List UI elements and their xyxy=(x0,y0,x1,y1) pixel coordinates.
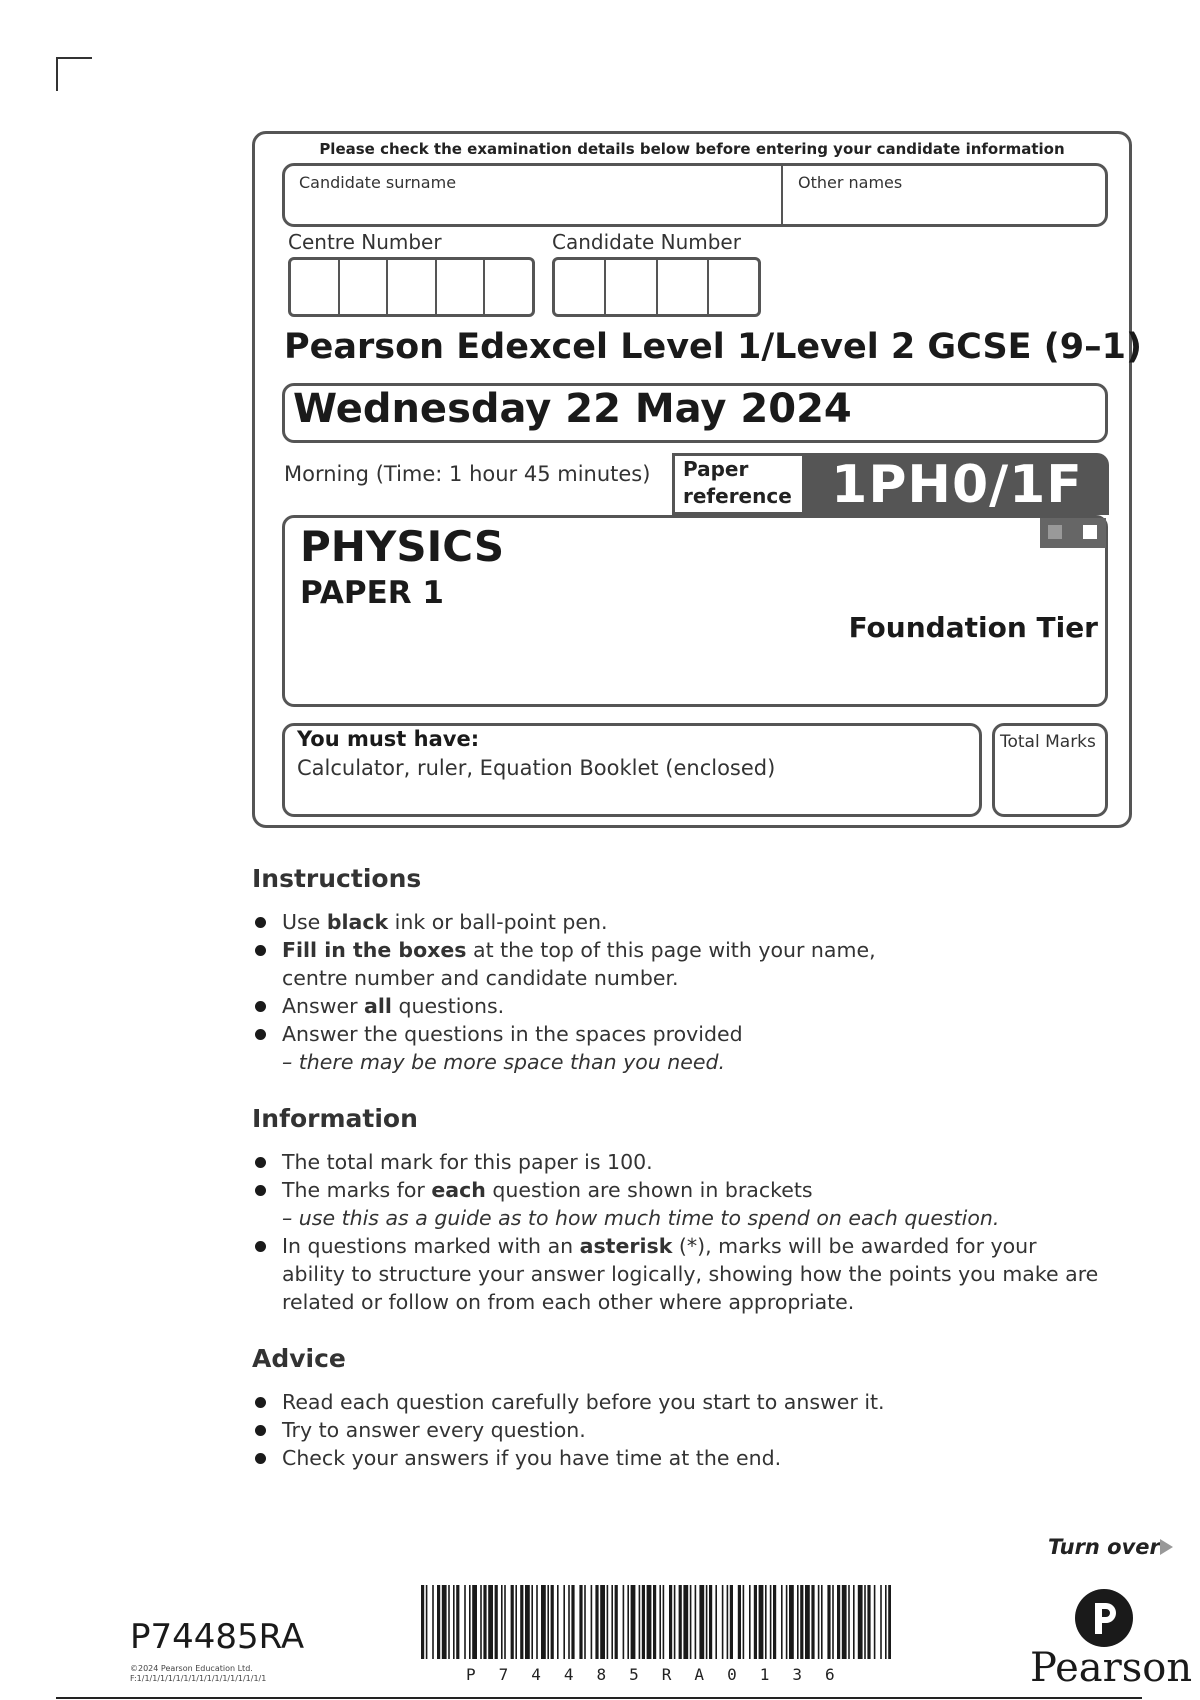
barcode-bar xyxy=(759,1585,764,1659)
barcode-bar xyxy=(789,1585,794,1659)
print-code-line: F:1/1/1/1/1/1/1/1/1/1/1/1/1/1/1/1/1 xyxy=(130,1674,267,1683)
barcode-bar xyxy=(674,1585,676,1659)
barcode-bar xyxy=(858,1585,863,1659)
corner-marker-square xyxy=(1048,525,1062,539)
barcode-bar xyxy=(781,1585,783,1659)
barcode-bar xyxy=(842,1585,847,1659)
barcode-bar xyxy=(800,1585,803,1659)
barcode-bar xyxy=(579,1585,582,1659)
barcode-bar xyxy=(453,1585,455,1659)
barcode-bar xyxy=(611,1585,613,1659)
barcode-bar xyxy=(639,1585,641,1659)
barcode-bar xyxy=(456,1585,459,1659)
total-marks-label: Total Marks xyxy=(1000,732,1096,752)
candidate-surname-field[interactable] xyxy=(292,193,778,221)
candidate-number-digit[interactable] xyxy=(709,260,758,314)
qualification-title: Pearson Edexcel Level 1/Level 2 GCSE (9–1) xyxy=(284,327,1142,367)
tier-label: Foundation Tier xyxy=(848,611,1098,644)
barcode-bar xyxy=(811,1585,814,1659)
text: The total mark for this paper is 100. xyxy=(282,1150,653,1174)
paper-reference-label-line2: reference xyxy=(683,484,792,508)
barcode-bar xyxy=(880,1585,882,1659)
barcode-bar xyxy=(495,1585,498,1659)
centre-number-label: Centre Number xyxy=(288,230,442,254)
barcode-bar xyxy=(600,1585,605,1659)
barcode-text: P74485RA0136 xyxy=(466,1665,858,1684)
barcode-bar xyxy=(832,1585,834,1659)
text: Answer the questions in the spaces provided xyxy=(282,1022,743,1046)
text: at the top of this page with your name, xyxy=(466,938,876,962)
centre-number-boxes xyxy=(288,257,535,317)
subject-title: PHYSICS xyxy=(300,522,505,571)
barcode-bar xyxy=(797,1585,799,1659)
barcode-bar xyxy=(864,1585,866,1659)
turn-over-label: Turn over xyxy=(1048,1535,1160,1559)
barcode-bar xyxy=(821,1585,823,1659)
information-list xyxy=(252,1148,1102,1316)
barcode-bar xyxy=(730,1585,733,1659)
barcode-bar xyxy=(706,1585,708,1659)
barcode xyxy=(421,1585,891,1671)
barcode-bar xyxy=(551,1585,554,1659)
barcode-bar xyxy=(442,1585,447,1659)
exam-date: Wednesday 22 May 2024 xyxy=(293,386,852,432)
barcode-bar xyxy=(885,1585,887,1659)
emphasis: asterisk xyxy=(579,1234,673,1258)
bottom-rule xyxy=(56,1697,1142,1699)
must-have-heading: You must have: xyxy=(297,727,480,751)
barcode-bar xyxy=(722,1585,724,1659)
barcode-bar xyxy=(874,1585,876,1659)
barcode-bar xyxy=(615,1585,618,1659)
barcode-bar xyxy=(679,1585,682,1659)
barcode-bar xyxy=(663,1585,665,1659)
text: Check your answers if you have time at the end. xyxy=(282,1446,782,1470)
information-heading: Information xyxy=(252,1104,418,1133)
barcode-bar xyxy=(591,1585,593,1659)
advice-heading: Advice xyxy=(252,1344,346,1373)
document-code: P74485RA xyxy=(130,1617,305,1657)
text: (*), marks will be awarded for your ability to structure your answer logically, showing how the points you make are related or follow on from each other where appropriate. xyxy=(282,1234,1099,1314)
barcode-bar xyxy=(683,1585,688,1659)
pearson-wordmark: Pearson xyxy=(1030,1645,1193,1691)
barcode-bar xyxy=(749,1585,751,1659)
barcode-bar xyxy=(743,1585,745,1659)
barcode-bar xyxy=(715,1585,717,1659)
emphasis: Fill in the boxes xyxy=(282,938,467,962)
centre-number-digit[interactable] xyxy=(291,260,340,314)
candidate-number-digit[interactable] xyxy=(555,260,606,314)
barcode-bar xyxy=(818,1585,820,1659)
corner-marker-square xyxy=(1083,525,1097,539)
barcode-bar xyxy=(504,1585,506,1659)
paper-reference-label-line1: Paper xyxy=(683,457,749,481)
barcode-bar xyxy=(647,1585,652,1659)
barcode-bar xyxy=(432,1585,434,1659)
list-item xyxy=(252,1176,1102,1232)
text: Read each question carefully before you start to answer it. xyxy=(282,1390,885,1414)
crop-mark xyxy=(56,57,92,91)
list-item xyxy=(252,908,1102,936)
text: ink or ball-point pen. xyxy=(388,910,608,934)
barcode-bar xyxy=(738,1585,741,1659)
barcode-bar xyxy=(709,1585,712,1659)
list-item xyxy=(252,1444,1102,1472)
centre-number-digit[interactable] xyxy=(340,260,389,314)
list-item xyxy=(252,1148,1102,1176)
paper-reference-label xyxy=(683,456,792,510)
text: Use xyxy=(282,910,327,934)
italic-note: – there may be more space than you need. xyxy=(282,1050,726,1074)
barcode-bar xyxy=(653,1585,656,1659)
barcode-bar xyxy=(536,1585,538,1659)
barcode-bar xyxy=(699,1585,704,1659)
check-details-note: Please check the examination details below before entering your candidate information xyxy=(319,140,1065,158)
barcode-bar xyxy=(563,1585,565,1659)
text: question are shown in brackets xyxy=(485,1178,813,1202)
centre-number-digit[interactable] xyxy=(437,260,486,314)
barcode-bar xyxy=(421,1585,424,1659)
candidate-number-digit[interactable] xyxy=(606,260,657,314)
barcode-bar xyxy=(765,1585,767,1659)
instructions-heading: Instructions xyxy=(252,864,422,893)
barcode-bar xyxy=(426,1585,428,1659)
barcode-bar xyxy=(848,1585,850,1659)
barcode-bar xyxy=(754,1585,757,1659)
barcode-bar xyxy=(511,1585,514,1659)
emphasis: each xyxy=(431,1178,486,1202)
candidate-number-label: Candidate Number xyxy=(552,230,741,254)
barcode-bar xyxy=(557,1585,559,1659)
barcode-bar xyxy=(690,1585,692,1659)
barcode-bar xyxy=(515,1585,517,1659)
barcode-bar xyxy=(607,1585,609,1659)
barcode-bar xyxy=(448,1585,450,1659)
barcode-bar xyxy=(773,1585,776,1659)
triangle-right-icon xyxy=(1160,1539,1173,1555)
pearson-p-icon xyxy=(1074,1588,1134,1648)
copyright-notice xyxy=(130,1664,266,1684)
barcode-bar xyxy=(659,1585,661,1659)
text: Answer xyxy=(282,994,365,1018)
emphasis: black xyxy=(326,910,389,934)
barcode-bar xyxy=(568,1585,570,1659)
barcode-bar xyxy=(867,1585,870,1659)
instructions-list xyxy=(252,908,1102,1076)
list-item xyxy=(252,1020,1102,1076)
must-have-items: Calculator, ruler, Equation Booklet (enclosed) xyxy=(297,756,776,780)
barcode-bar xyxy=(786,1585,788,1659)
barcode-bar xyxy=(584,1585,586,1659)
italic-note: – use this as a guide as to how much time to spend on each question. xyxy=(282,1206,1000,1230)
barcode-bar xyxy=(547,1585,549,1659)
text: centre number and candidate number. xyxy=(282,966,679,990)
barcode-bar xyxy=(525,1585,530,1659)
emphasis: all xyxy=(364,994,392,1018)
barcode-bar xyxy=(469,1585,471,1659)
candidate-surname-label: Candidate surname xyxy=(299,173,457,192)
barcode-bar xyxy=(631,1585,636,1659)
text: Try to answer every question. xyxy=(282,1418,586,1442)
barcode-bar xyxy=(888,1585,891,1659)
text: The marks for xyxy=(282,1178,432,1202)
other-names-field[interactable] xyxy=(790,193,1100,221)
copyright-line: ©2024 Pearson Education Ltd. xyxy=(130,1664,253,1673)
barcode-bar xyxy=(669,1585,672,1659)
barcode-bar xyxy=(531,1585,533,1659)
other-names-label: Other names xyxy=(798,173,903,192)
candidate-number-boxes xyxy=(552,257,761,317)
list-item xyxy=(252,1232,1102,1316)
barcode-bar xyxy=(480,1585,482,1659)
barcode-bar xyxy=(727,1585,729,1659)
barcode-bar xyxy=(642,1585,645,1659)
barcode-bar xyxy=(853,1585,855,1659)
barcode-bar xyxy=(595,1585,598,1659)
list-item xyxy=(252,1416,1102,1444)
barcode-bar xyxy=(541,1585,546,1659)
name-divider xyxy=(781,166,783,224)
barcode-bar xyxy=(483,1585,486,1659)
barcode-bar xyxy=(695,1585,697,1659)
list-item xyxy=(252,936,1102,992)
barcode-bar xyxy=(627,1585,629,1659)
barcode-bar xyxy=(488,1585,493,1659)
exam-session: Morning (Time: 1 hour 45 minutes) xyxy=(284,462,651,486)
barcode-bar xyxy=(464,1585,466,1659)
list-item xyxy=(252,1388,1102,1416)
barcode-bar xyxy=(520,1585,523,1659)
advice-list xyxy=(252,1388,1102,1472)
candidate-number-digit[interactable] xyxy=(658,260,709,314)
text: questions. xyxy=(391,994,505,1018)
barcode-bar xyxy=(472,1585,477,1659)
barcode-bar xyxy=(623,1585,625,1659)
centre-number-digit[interactable] xyxy=(388,260,437,314)
barcode-bar xyxy=(437,1585,440,1659)
barcode-bar xyxy=(827,1585,830,1659)
barcode-bar xyxy=(837,1585,840,1659)
centre-number-digit[interactable] xyxy=(485,260,532,314)
text: In questions marked with an xyxy=(282,1234,580,1258)
barcode-bar xyxy=(501,1585,503,1659)
barcode-bar xyxy=(770,1585,772,1659)
list-item xyxy=(252,992,1102,1020)
paper-reference-code: 1PH0/1F xyxy=(831,455,1083,515)
paper-number: PAPER 1 xyxy=(300,575,444,611)
barcode-bar xyxy=(805,1585,810,1659)
barcode-bar xyxy=(571,1585,574,1659)
